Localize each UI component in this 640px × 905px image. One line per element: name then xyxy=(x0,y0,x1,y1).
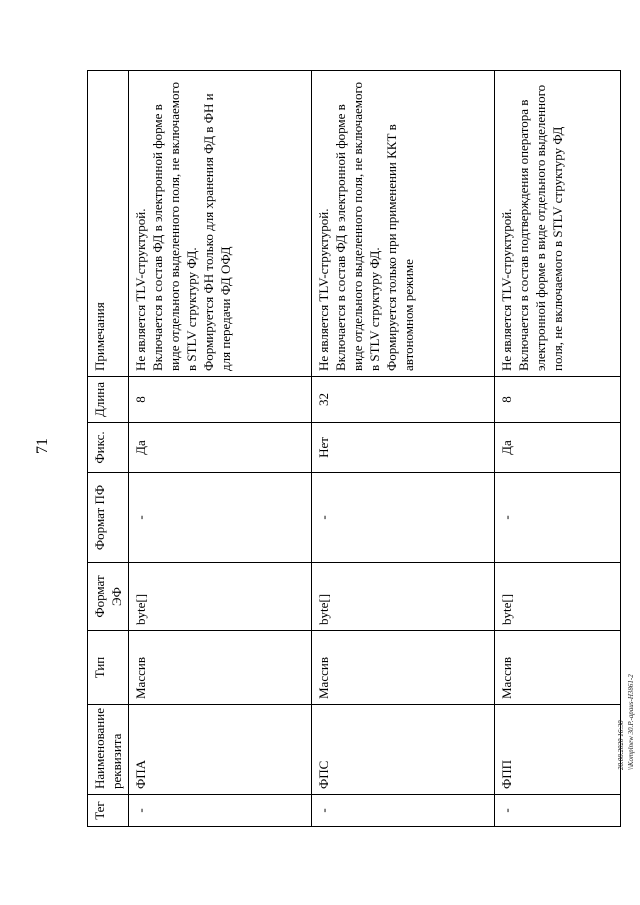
cell-length: 32 xyxy=(312,377,495,423)
cell-type: Массив xyxy=(312,631,495,705)
cell-fixed: Да xyxy=(495,423,621,473)
cell-fixed: Нет xyxy=(312,423,495,473)
cell-type: Массив xyxy=(129,631,312,705)
print-footer xyxy=(616,620,640,770)
note-line: Формируется ФН только для хранения ФД в ФН и для передачи ФД ОФД xyxy=(201,93,233,371)
note-line: Не является TLV-структурой. xyxy=(499,208,515,371)
footer-timestamp: 28.08.2020 16:30 xyxy=(617,720,625,770)
cell-notes xyxy=(129,71,312,377)
table-row xyxy=(129,71,312,827)
header-length: Длина xyxy=(88,377,129,423)
header-format-pf: Формат ПФ xyxy=(88,473,129,563)
note-line: Не является TLV-структурой. xyxy=(316,208,332,371)
cell-format-ef: byte[] xyxy=(495,563,621,631)
page-number: 71 xyxy=(34,438,51,454)
cell-format-pf: - xyxy=(312,473,495,563)
requisites-table-container xyxy=(87,71,621,827)
cell-length: 8 xyxy=(495,377,621,423)
header-notes: Примечания xyxy=(88,71,129,377)
cell-fixed: Да xyxy=(129,423,312,473)
cell-name: ФПП xyxy=(495,705,621,795)
cell-tag: - xyxy=(312,795,495,827)
table-row xyxy=(495,71,621,827)
header-fixed: Фикс. xyxy=(88,423,129,473)
cell-format-pf: - xyxy=(129,473,312,563)
note-line: Не является TLV-структурой. xyxy=(133,208,148,371)
header-type: Тип xyxy=(88,631,129,705)
cell-name: ФПА xyxy=(129,705,312,795)
table-header-row xyxy=(88,71,129,827)
cell-length: 8 xyxy=(129,377,312,423)
header-tag: Тег xyxy=(88,795,129,827)
note-line: Включается в состав подтверждения оператора в электронной форме в виде отдельного выделенного поля, не включаемого в STLV структуру ФД xyxy=(516,84,566,371)
cell-tag: - xyxy=(495,795,621,827)
note-line: Формируется только при применении ККТ в автономном режиме xyxy=(384,124,417,371)
note-line: Включается в состав ФД в электронной форме в виде отдельного выделенного поля, не включаемого в STLV структуру ФД. xyxy=(333,82,383,371)
cell-notes xyxy=(312,71,495,377)
cell-notes xyxy=(495,71,621,377)
requisites-table xyxy=(87,70,621,827)
note-line: Включается в состав ФД в электронной форме в виде отдельного выделенного поля, не включаемого в STLV структуру ФД. xyxy=(150,82,199,371)
header-name: Наименование реквизита xyxy=(88,705,129,795)
footer-path: \\Komplnew 30.P.-apaus-H3861-2 xyxy=(627,674,635,770)
cell-format-pf: - xyxy=(495,473,621,563)
cell-name: ФПС xyxy=(312,705,495,795)
cell-tag: - xyxy=(129,795,312,827)
header-format-ef: Формат ЭФ xyxy=(88,563,129,631)
cell-format-ef: byte[] xyxy=(312,563,495,631)
table-row xyxy=(312,71,495,827)
cell-type: Массив xyxy=(495,631,621,705)
cell-format-ef: byte[] xyxy=(129,563,312,631)
